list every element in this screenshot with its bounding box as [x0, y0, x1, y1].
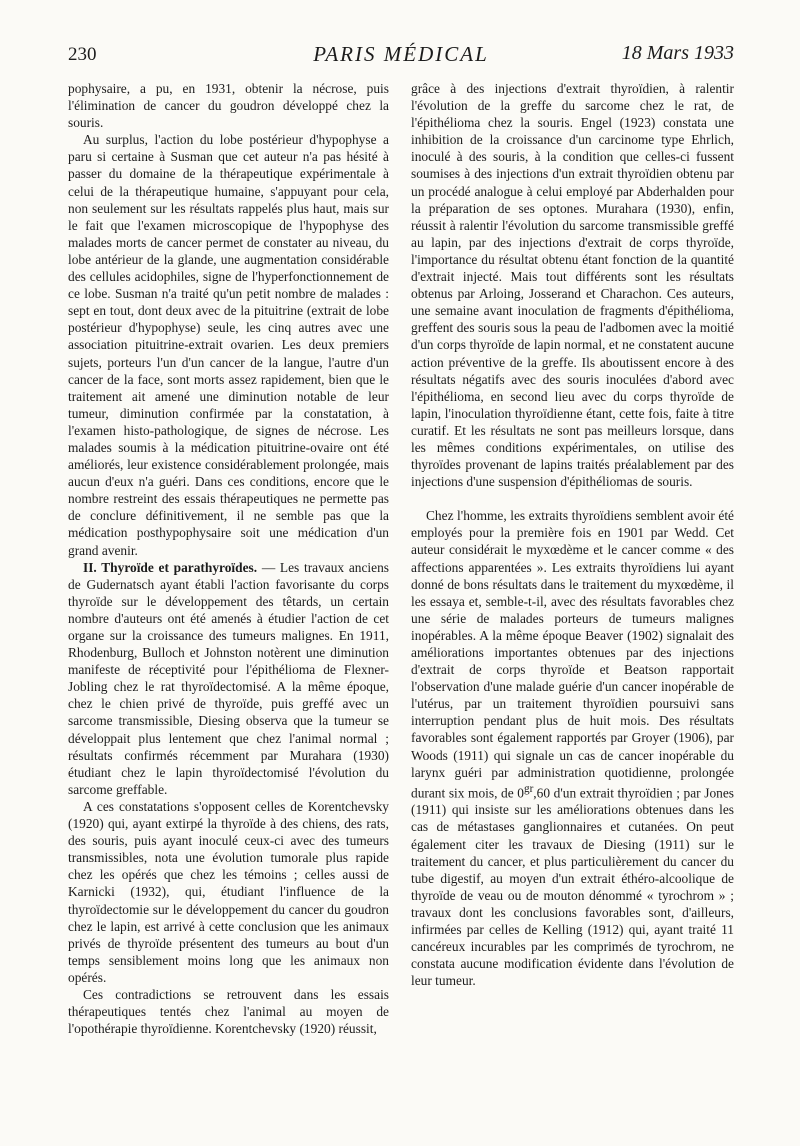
- paragraph: grâce à des injections d'extrait thyroïdien, à ralentir l'évolution de la greffe du sarcome chez le rat, de l'épithélioma chez la souris. Engel (1923) constata une inhibition de la croissance d'un carcinome type Ehrlich, inoculé à des souris, à la condition que celles-ci fussent soumises à des injections d'un extrait thyroïdien obtenu par un procédé analogue à celui employé par Abderhalden pour la préparation de ses optones. Murahara (1930), enfin, réussit à ralentir l'évolution du sarcome transmissible greffé au lapin, par des injections d'extrait de corps thyroïde, l'importance du résultat obtenu étant fonction de la quantité d'extrait injecté. Mais tout différents sont les résultats obtenus par Arloing, Josserand et Charachon. Ces auteurs, une semaine avant inoculation de fragments d'épithélioma, greffent des souris sous la peau de l'adbomen avec la moitié d'un corps thyroïde de lapin normal, et ne constatent aucune action préventive de la greffe. Ils aboutissent encore à des résultats négatifs avec des souris inoculées d'abord avec l'épithélioma, en second lieu avec du corps thyroïde de lapin, l'inoculation thyroïdienne étant, cette fois, faite à titre curatif. Et les résultats ne sont pas meilleurs lorsque, dans les mêmes conditions expérimentales, on utilise des thyroïdes provenant de lapins traités préalablement par des injections d'une suspension d'épithéliomas de souris.: [411, 81, 734, 490]
- paragraph: pophysaire, a pu, en 1931, obtenir la nécrose, puis l'élimination de cancer du goudron développé chez la souris.: [68, 81, 389, 131]
- right-column: [411, 80, 734, 989]
- section-title: II. Thyroïde et parathyroïdes.: [83, 559, 258, 575]
- paragraph: A ces constatations s'opposent celles de Korentchevsky (1920) qui, ayant extirpé la thyroïde à des chiens, des rats, des souris, puis ayant inoculé ceux-ci avec des tumeurs transmissibles, nota une évolution tumorale plus rapide chez les opérés que chez les témoins ; celles aussi de Karnicki (1932), qui, étudiant l'influence de la thyroïdectomie sur le développement du cancer du goudron chez le lapin, est arrivé à cette conclusion que les animaux privés de thyroïde présentent des tumeurs au bout d'un temps sensiblement moins long que les animaux non opérés.: [68, 798, 389, 985]
- page-number: 230: [68, 44, 97, 65]
- section-paragraph: [68, 559, 389, 798]
- paragraph-text: ,60 d'un extrait thyroïdien ; par Jones (1911) qui insiste sur les améliorations obtenues dans les cas de métastases ganglionnaires et cutanées. On peut également citer les travaux de Diesing (1911) sur le traitement du cancer, et plus particulièrement du cancer du tube digestif, au moyen d'un extrait éthéro-alcoolique de thyroïde de veau ou de mouton dénommé « tyrochrom » ; travaux dont les conclusions favorables sont, d'ailleurs, infirmées par celles de Kelling (1912) qui, ayant traité 11 cancéreux incurables par les comprimés de tyrochrom, ne constata aucune modification évidente dans l'évolution de leur tumeur.: [411, 785, 735, 989]
- section-text: — Les travaux anciens de Gudernatsch ayant établi l'action favorisante du corps thyroïde sur le développement des têtards, un certain nombre d'auteurs ont été amenés à étudier l'action de cet organe sur la croissance des tumeurs malignes. En 1911, Rhodenburg, Bulloch et Johnston notèrent une diminution manifeste de réceptivité pour l'épithélioma de Flexner-Jobling chez le rat thyroïdectomisé. A la même époque, chez le chien privé de thyroïde, puis greffé avec un sarcome transmissible, Diesing observa que la tumeur se développait plus lentement que chez l'animal normal ; résultats confirmés récemment par Murahara (1930) étudiant chez le lapin thyroïdectomisé l'évolution du sarcome greffable.: [68, 559, 389, 797]
- paragraph: Ces contradictions se retrouvent dans les essais thérapeutiques tentés chez l'animal au moyen de l'opothérapie thyroïdienne. Korentchevsky (1920) réussit,: [68, 986, 389, 1037]
- paragraph: Au surplus, l'action du lobe postérieur d'hypophyse a paru si certaine à Susman que cet auteur n'a pas hésité à passer du domaine de la thérapeutique expérimentale à celui de la thérapeutique humaine, s'appuyant pour cela, non seulement sur les résultats rappelés plus haut, mais sur le fait que l'examen microscopique de l'hypophyse des malades morts de cancer permet de constater au niveau, du lobe antérieur de la glande, une augmentation considérable des cellules acidophiles, signe de l'hyperfonctionnement de ce lobe. Susman n'a traité qu'un petit nombre de malades : sept en tout, dont deux avec de la pituitrine (extrait de lobe postérieur d'hypophyse) seule, les cinq autres avec une association pituitrine-extrait ovarien. Les deux premiers sujets, porteurs l'un d'un cancer de la langue, l'autre d'un cancer de la face, sont morts assez rapidement, bien que le traitement ait amené une diminution notable de leur tumeur, diminution confirmée par la constatation, à l'examen histo-pathologique, de signes de nécrose. Les malades soumis à la médication pituitrine-ovaire ont été améliorés, leur existence considérablement prolongée, mais aucun d'eux n'a guéri. Dans ces conditions, encore que le nombre restreint des essais thérapeutiques ne permette pas de conclure définitivement, il ne semble pas que la médication posthypophysaire soit une médication d'un grand avenir.: [68, 132, 389, 558]
- running-header: [68, 42, 734, 72]
- left-column: [68, 80, 389, 1037]
- issue-date: 18 Mars 1933: [621, 42, 734, 64]
- paragraph: [411, 507, 734, 989]
- paragraph-text: Chez l'homme, les extraits thyroïdiens semblent avoir été employés pour la première fois en 1901 par Wedd. Cet auteur considérait le myxœdème et le cancer comme « des affections apparentées ». Les extraits thyroïdiens lui ayant donné de bons résultats dans le traitement du myxœdème, il les essaya et, semble-t-il, avec des résultats favorables chez une série de malades porteurs de tumeurs malignes inopérables. A la même époque Beaver (1902) signalait des améliorations importantes obtenues par des injections d'extrait de corps thyroïde et Beatson rapportait l'observation d'une malade guérie d'un cancer inopérable de l'utérus, par un traitement thyroïdien poursuivi sans interruption pendant plus de huit mois. Des résultats favorables sont également rapportés par Groyer (1906), par Woods (1911) qui signale un cas de cancer inopérable du larynx guéri par administration quotidienne, prolongée durant six mois, de 0: [411, 508, 734, 801]
- journal-title: PARIS MÉDICAL: [313, 42, 489, 66]
- dose-unit: gr: [524, 782, 534, 795]
